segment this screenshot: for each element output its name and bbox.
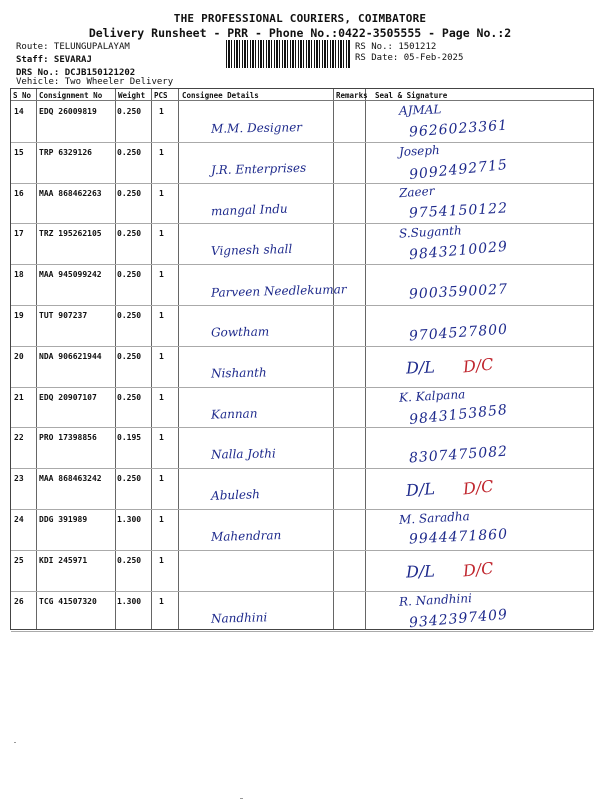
- table-row: [11, 387, 593, 388]
- staff-label: Staff: SEVARAJ: [16, 55, 92, 65]
- pieces-count: 1: [159, 270, 164, 280]
- weight-value: 0.250: [117, 392, 142, 402]
- col-consignee: Consignee Details: [182, 91, 259, 100]
- signature: R. Nandhini: [398, 590, 473, 609]
- consignee-name: Nandhini: [210, 609, 268, 626]
- consignee-name: mangal Indu: [210, 201, 288, 218]
- barcode-image: [226, 40, 350, 68]
- delivery-mark: D/C: [462, 354, 495, 377]
- pieces-count: 1: [159, 147, 164, 157]
- weight-value: 0.195: [117, 433, 142, 443]
- serial-number: 22: [14, 433, 24, 443]
- receiver-phone: 9342397409: [408, 606, 509, 631]
- consignee-name: M.M. Designer: [210, 120, 303, 136]
- consignee-name: J.R. Enterprises: [210, 160, 307, 178]
- consignment-number: EDQ 26009819: [39, 107, 97, 116]
- table-row: [11, 591, 593, 592]
- consignee-name: Mahendran: [210, 528, 282, 544]
- pieces-count: 1: [159, 474, 164, 484]
- weight-value: 0.250: [117, 229, 142, 239]
- route-label: Route: TELUNGUPALAYAM: [16, 42, 130, 52]
- pieces-count: 1: [159, 392, 164, 402]
- consignment-number: TRZ 195262105: [39, 229, 102, 239]
- pieces-count: 1: [159, 188, 164, 198]
- signature: D/L: [405, 479, 436, 501]
- company-title: THE PROFESSIONAL COURIERS, COIMBATORE: [173, 12, 427, 25]
- pieces-count: 1: [159, 107, 164, 116]
- table-row: [11, 142, 593, 143]
- table-row: [11, 183, 593, 184]
- consignment-number: TRP 6329126: [39, 147, 92, 157]
- consignee-name: Nishanth: [210, 365, 267, 381]
- consignment-number: MAA 945099242: [39, 270, 102, 280]
- consignment-number: KDI 245971: [39, 555, 88, 565]
- signature: D/L: [405, 357, 436, 378]
- serial-number: 26: [14, 596, 24, 606]
- serial-number: 16: [14, 188, 24, 198]
- rs-date: RS Date: 05-Feb-2025: [355, 53, 464, 63]
- vehicle-label: Vehicle: Two Wheeler Delivery: [16, 77, 174, 87]
- receiver-phone: 8307475082: [408, 443, 509, 467]
- weight-value: 0.250: [117, 555, 142, 565]
- receiver-phone: 9843153858: [408, 401, 509, 428]
- serial-number: 20: [14, 351, 24, 361]
- table-row: [11, 264, 593, 265]
- receiver-phone: 9704527800: [408, 321, 509, 345]
- col-consignment: Consignment No: [39, 91, 103, 100]
- weight-value: 0.250: [117, 351, 142, 361]
- receiver-phone: 9754150122: [408, 200, 509, 222]
- serial-number: 24: [14, 515, 24, 524]
- serial-number: 18: [14, 270, 24, 280]
- pieces-count: 1: [159, 229, 164, 239]
- table-row: [11, 346, 593, 347]
- pieces-count: 1: [159, 433, 164, 443]
- col-seal-signature: Seal & Signature: [375, 91, 448, 100]
- table-row: [11, 509, 593, 510]
- delivery-mark: D/C: [462, 476, 495, 499]
- consignee-name: Kannan: [210, 405, 258, 422]
- consignee-name: Nalla Jothi: [210, 446, 276, 462]
- drs-number: DRS No.: DCJB150121202: [16, 68, 136, 78]
- serial-number: 23: [14, 474, 24, 484]
- table-row: [11, 305, 593, 306]
- runsheet-table: [10, 88, 594, 630]
- weight-value: 1.300: [117, 596, 142, 606]
- col-remarks: Remarks: [336, 91, 368, 100]
- consignment-number: PRO 17398856: [39, 433, 97, 443]
- pieces-count: 1: [159, 311, 164, 320]
- delivery-mark: D/C: [462, 558, 495, 581]
- table-row: [11, 468, 593, 469]
- signature: S.Suganth: [398, 223, 462, 242]
- serial-number: 14: [14, 107, 24, 116]
- weight-value: 1.300: [117, 515, 142, 524]
- pieces-count: 1: [159, 351, 164, 361]
- serial-number: 19: [14, 311, 24, 320]
- pieces-count: 1: [159, 596, 164, 606]
- consignment-number: TCG 41507320: [39, 596, 97, 606]
- consignee-name: Vignesh shall: [210, 242, 293, 259]
- col-weight: Weight: [118, 91, 146, 100]
- consignment-number: TUT 907237: [39, 311, 88, 320]
- col-pcs: PCS: [154, 91, 168, 100]
- weight-value: 0.250: [117, 107, 142, 116]
- signature: Joseph: [398, 142, 441, 159]
- consignee-name: Parveen Needlekumar: [210, 282, 347, 300]
- consignee-name: Abulesh: [210, 487, 261, 504]
- serial-number: 25: [14, 555, 24, 565]
- runsheet-subtitle: Delivery Runsheet - PRR - Phone No.:0422-3505555 - Page No.:2: [88, 26, 512, 40]
- weight-value: 0.250: [117, 188, 142, 198]
- signature: M. Saradha: [398, 509, 471, 527]
- consignment-number: MAA 868463242: [39, 474, 102, 484]
- pieces-count: 1: [159, 515, 164, 524]
- table-row: [11, 550, 593, 551]
- weight-value: 0.250: [117, 311, 142, 320]
- weight-value: 0.250: [117, 474, 142, 484]
- table-row: [11, 223, 593, 224]
- signature: D/L: [405, 561, 436, 582]
- receiver-phone: 9003590027: [408, 281, 509, 303]
- consignment-number: NDA 906621944: [39, 351, 102, 361]
- signature: K. Kalpana: [398, 386, 466, 405]
- table-row: [11, 427, 593, 428]
- serial-number: 15: [14, 147, 24, 157]
- serial-number: 21: [14, 392, 24, 402]
- receiver-phone: 9092492715: [408, 156, 509, 183]
- weight-value: 0.250: [117, 147, 142, 157]
- receiver-phone: 9944471860: [408, 526, 509, 548]
- serial-number: 17: [14, 229, 24, 239]
- page-margin: [0, 630, 600, 800]
- weight-value: 0.250: [117, 270, 142, 280]
- receiver-phone: 9626023361: [408, 117, 509, 141]
- consignee-name: Gowtham: [210, 324, 270, 340]
- consignment-number: DDG 391989: [39, 515, 88, 524]
- consignment-number: EDQ 20907107: [39, 392, 97, 402]
- consignment-number: MAA 868462263: [39, 188, 102, 198]
- pieces-count: 1: [159, 555, 164, 565]
- col-sno: S No: [13, 91, 32, 100]
- signature: Zaeer: [398, 183, 435, 200]
- rs-number: RS No.: 1501212: [355, 42, 437, 52]
- signature: AJMAL: [398, 102, 442, 118]
- receiver-phone: 9843210029: [408, 239, 509, 264]
